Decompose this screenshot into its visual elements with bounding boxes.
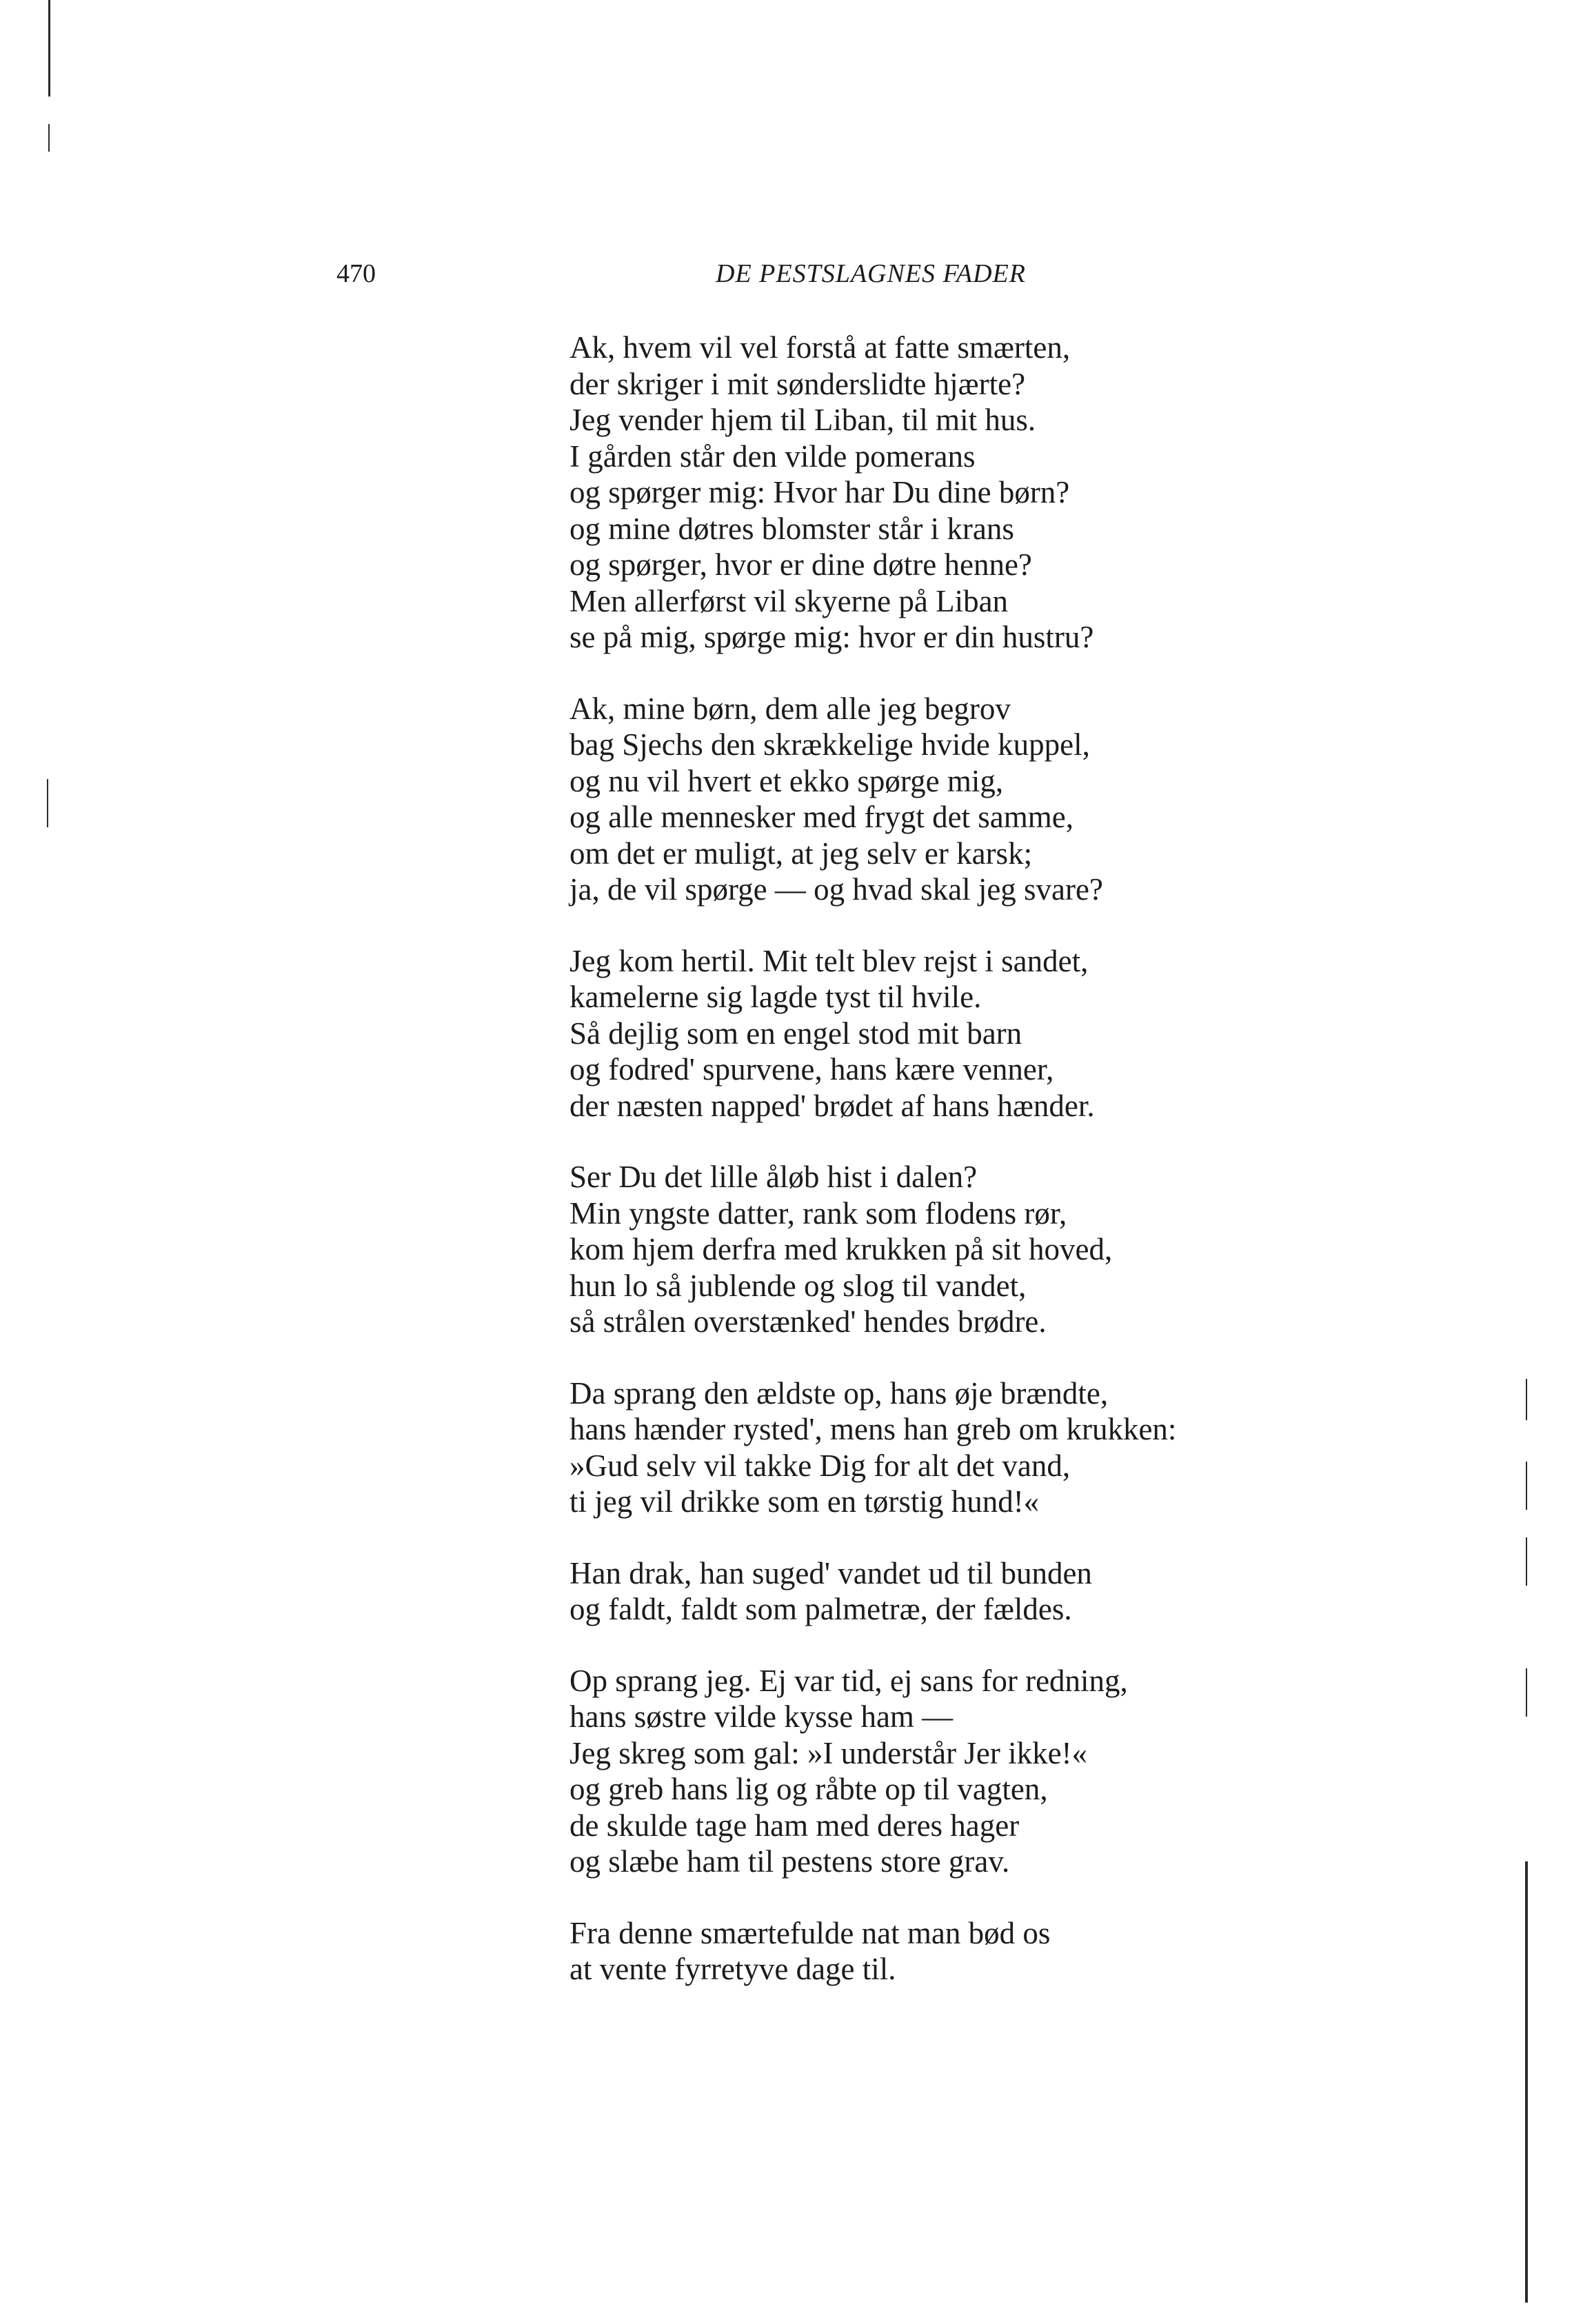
stanza: [569, 1159, 1480, 1340]
page-number: 470: [336, 259, 376, 288]
scan-edge-mark: [1526, 1462, 1527, 1510]
verse-line: Da sprang den ældste op, hans øje brændte,: [569, 1375, 1109, 1411]
verse-line: ti jeg vil drikke som en tørstig hund!«: [569, 1484, 1040, 1519]
verse-line: og nu vil hvert et ekko spørge mig,: [569, 763, 1004, 798]
scan-edge-mark: [48, 124, 50, 152]
stanza: [569, 1915, 1480, 1988]
verse-line: og faldt, faldt som palmetræ, der fældes.: [569, 1592, 1072, 1626]
verse-line: og slæbe ham til pestens store grav.: [569, 1844, 1010, 1879]
verse-line: at vente fyrretyve dage til.: [569, 1952, 896, 1986]
verse-line: og mine døtres blomster står i krans: [569, 511, 1014, 546]
verse-line: Fra denne smærtefulde nat man bød os: [569, 1915, 1051, 1950]
verse-line: og alle mennesker med frygt det samme,: [569, 800, 1074, 834]
scan-edge-mark: [1526, 1379, 1527, 1420]
verse-line: I gården står den vilde pomerans: [569, 438, 976, 474]
scan-edge-mark: [47, 779, 48, 827]
verse-line: Jeg vender hjem til Liban, til mit hus.: [569, 403, 1036, 437]
stanza: [569, 1663, 1480, 1880]
stanza: [569, 1375, 1480, 1520]
verse-line: Ak, hvem vil vel forstå at fatte smærten,: [569, 330, 1071, 365]
verse-line: Ser Du det lille åløb hist i dalen?: [569, 1160, 978, 1194]
poem-body: [569, 330, 1480, 2023]
verse-line: hans søstre vilde kysse ham —: [569, 1699, 954, 1734]
verse-line: Ak, mine børn, dem alle jeg begrov: [569, 691, 1011, 726]
verse-line: og fodred' spurvene, hans kære venner,: [569, 1052, 1054, 1087]
verse-line: og spørger mig: Hvor har Du dine børn?: [569, 475, 1070, 509]
verse-line: og greb hans lig og råbte op til vagten,: [569, 1772, 1048, 1806]
stanza: [569, 691, 1480, 908]
verse-line: Men allerførst vil skyerne på Liban: [569, 583, 1009, 618]
verse-line: der skriger i mit sønderslidte hjærte?: [569, 366, 1026, 401]
verse-line: se på mig, spørge mig: hvor er din hustru?: [569, 620, 1094, 654]
verse-line: hans hænder rysted', mens han greb om krukken:: [569, 1412, 1177, 1446]
verse-line: hun lo så jublende og slog til vandet,: [569, 1268, 1027, 1303]
verse-line: »Gud selv vil takke Dig for alt det vand,: [569, 1448, 1071, 1483]
verse-line: Min yngste datter, rank som flodens rør,: [569, 1195, 1067, 1231]
stanza: [569, 330, 1480, 656]
verse-line: bag Sjechs den skrækkelige hvide kuppel,: [569, 727, 1090, 762]
verse-line: Jeg kom hertil. Mit telt blev rejst i sandet,: [569, 943, 1089, 978]
stanza: [569, 1555, 1480, 1628]
verse-line: om det er muligt, at jeg selv er karsk;: [569, 836, 1033, 871]
verse-line: Han drak, han suged' vandet ud til bunden: [569, 1555, 1092, 1590]
scan-edge-mark: [1526, 1537, 1527, 1586]
running-title: DE PESTSLAGNES FADER: [716, 259, 1026, 288]
verse-line: Så dejlig som en engel stod mit barn: [569, 1016, 1022, 1051]
verse-line: ja, de vil spørge — og hvad skal jeg svare?: [569, 872, 1103, 907]
verse-line: og spørger, hvor er dine døtre henne?: [569, 547, 1032, 582]
scan-edge-mark: [48, 0, 50, 97]
verse-line: kom hjem derfra med krukken på sit hoved,: [569, 1232, 1113, 1266]
verse-line: Op sprang jeg. Ej var tid, ej sans for redning,: [569, 1663, 1128, 1698]
verse-line: kamelerne sig lagde tyst til hvile.: [569, 980, 982, 1014]
verse-line: Jeg skreg som gal: »I understår Jer ikke!«: [569, 1735, 1088, 1770]
scan-edge-mark: [1526, 1668, 1527, 1717]
verse-line: de skulde tage ham med deres hager: [569, 1808, 1020, 1843]
stanza: [569, 943, 1480, 1124]
scan-edge-mark: [1525, 1861, 1528, 2303]
verse-line: der næsten napped' brødet af hans hænder.: [569, 1088, 1095, 1123]
verse-line: så strålen overstænked' hendes brødre.: [569, 1304, 1047, 1339]
